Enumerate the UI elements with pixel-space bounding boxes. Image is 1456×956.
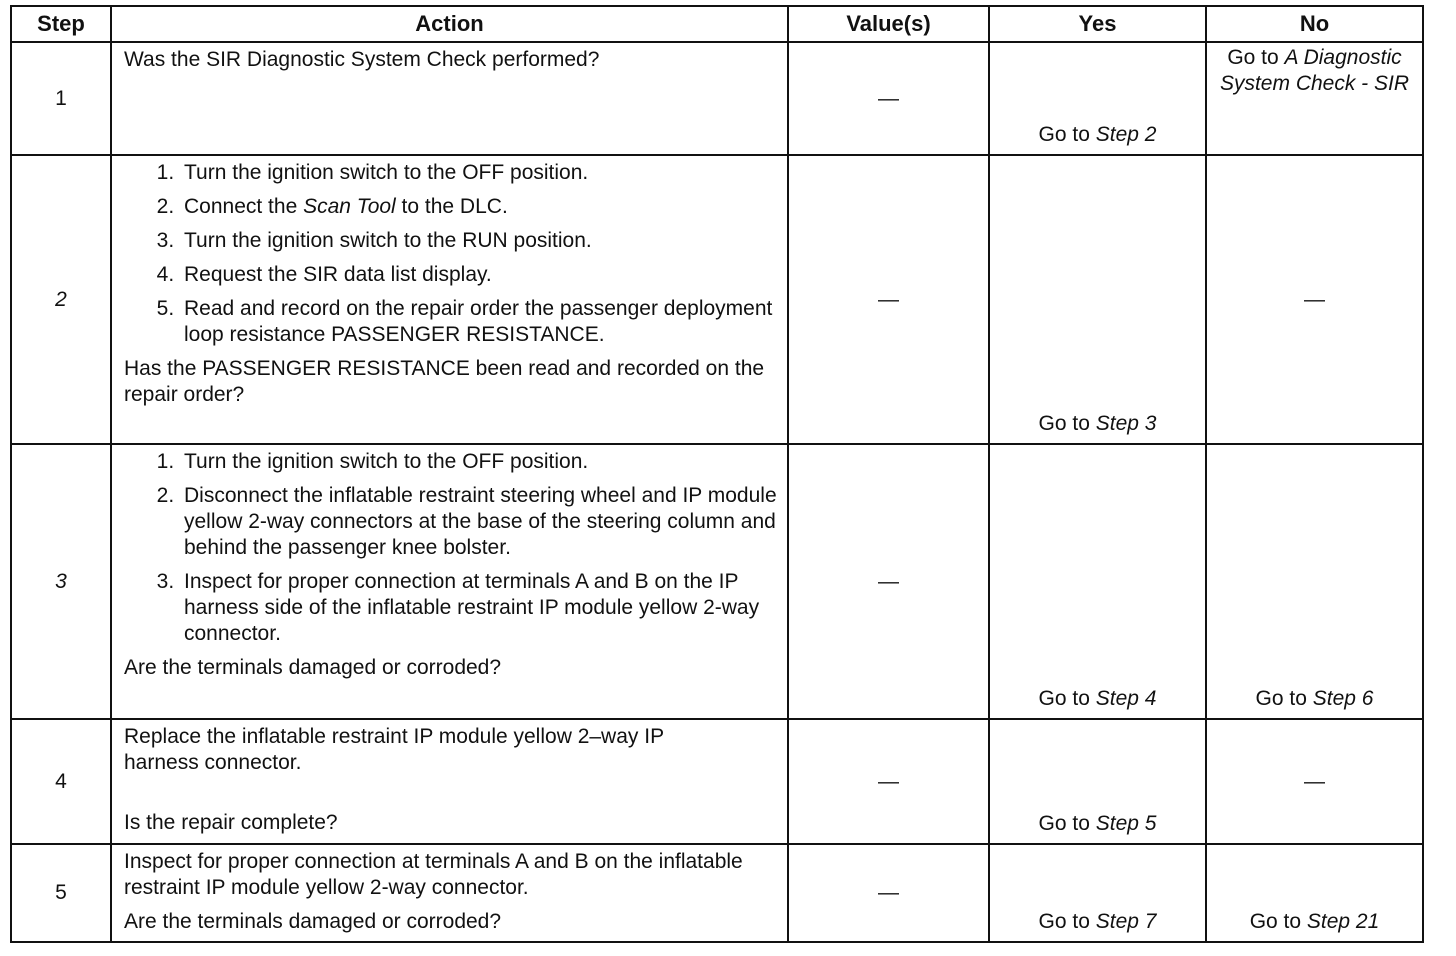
- step-number: 5: [11, 844, 111, 942]
- action-cell: [111, 155, 788, 444]
- value-cell: —: [788, 155, 989, 444]
- yes-step-link[interactable]: Step 4: [1095, 687, 1157, 710]
- yes-step-link[interactable]: Step 3: [1095, 412, 1157, 435]
- value-cell: —: [788, 719, 989, 844]
- no-prefix: Go to: [1249, 910, 1307, 933]
- action-question: Is the repair complete?: [124, 811, 338, 834]
- header-yes: Yes: [989, 6, 1206, 42]
- header-step: Step: [11, 6, 111, 42]
- step-number: 4: [11, 719, 111, 844]
- no-prefix: Go to: [1255, 687, 1313, 710]
- action-question: Has the PASSENGER RESISTANCE been read and recorded on the repair order?: [124, 357, 765, 406]
- step-number: 3: [11, 444, 111, 719]
- table-row-step-5: [11, 844, 1423, 942]
- header-no: No: [1206, 6, 1423, 42]
- yes-step-link[interactable]: Step 2: [1095, 123, 1157, 146]
- header-action: Action: [111, 6, 788, 42]
- table-row-step-1: [11, 42, 1423, 155]
- action-cell: [111, 719, 788, 844]
- action-statement: Replace the inflatable restraint IP module yellow 2–way IP harness connector.: [124, 725, 664, 774]
- list-item: 1. Turn the ignition switch to the OFF position.: [180, 160, 777, 186]
- no-cell: [1206, 844, 1423, 942]
- yes-prefix: Go to: [1038, 910, 1096, 933]
- scan-tool-term: Scan Tool: [303, 195, 396, 218]
- procedure-list: [124, 160, 777, 348]
- action-cell: [111, 844, 788, 942]
- list-item: 4. Request the SIR data list display.: [180, 262, 777, 288]
- procedure-list: [124, 449, 777, 647]
- yes-prefix: Go to: [1038, 412, 1096, 435]
- no-step-link[interactable]: A Diagnostic System Check - SIR: [1219, 46, 1410, 95]
- no-cell: [1206, 42, 1423, 155]
- no-step-link[interactable]: Step 6: [1312, 687, 1374, 710]
- no-step-link[interactable]: Step 21: [1306, 910, 1380, 933]
- value-cell: —: [788, 844, 989, 942]
- yes-cell: [989, 844, 1206, 942]
- diagnostic-table: [10, 5, 1424, 943]
- yes-prefix: Go to: [1038, 812, 1096, 835]
- yes-prefix: Go to: [1038, 687, 1096, 710]
- yes-step-link[interactable]: Step 7: [1095, 910, 1157, 933]
- yes-step-link[interactable]: Step 5: [1095, 812, 1157, 835]
- no-cell: —: [1206, 719, 1423, 844]
- step-number: 1: [11, 42, 111, 155]
- list-item: 2. Connect the Scan Tool to the DLC.: [180, 194, 777, 220]
- table-row-step-3: [11, 444, 1423, 719]
- header-row: [11, 6, 1423, 42]
- action-question: Are the terminals damaged or corroded?: [124, 656, 502, 679]
- action-question: Was the SIR Diagnostic System Check performed?: [124, 48, 600, 71]
- action-question: Are the terminals damaged or corroded?: [124, 910, 502, 933]
- yes-cell: [989, 155, 1206, 444]
- table-row-step-4: [11, 719, 1423, 844]
- list-item: 5. Read and record on the repair order the passenger deployment loop resistance PASSENGER RESISTANCE.: [180, 296, 777, 348]
- list-item: 1. Turn the ignition switch to the OFF position.: [180, 449, 777, 475]
- no-prefix: Go to: [1227, 46, 1285, 69]
- list-item: 2. Disconnect the inflatable restraint steering wheel and IP module yellow 2-way connectors at the base of the steering column and behind the passenger knee bolster.: [180, 483, 777, 561]
- step-number: 2: [11, 155, 111, 444]
- yes-cell: [989, 444, 1206, 719]
- action-cell: [111, 42, 788, 155]
- yes-cell: [989, 42, 1206, 155]
- yes-prefix: Go to: [1038, 123, 1096, 146]
- list-item: 3. Turn the ignition switch to the RUN position.: [180, 228, 777, 254]
- yes-cell: [989, 719, 1206, 844]
- no-cell: [1206, 444, 1423, 719]
- table-row-step-2: [11, 155, 1423, 444]
- list-item: 3. Inspect for proper connection at terminals A and B on the IP harness side of the inflatable restraint IP module yellow 2-way connector.: [180, 569, 777, 647]
- header-values: Value(s): [788, 6, 989, 42]
- value-cell: —: [788, 444, 989, 719]
- action-statement: Inspect for proper connection at terminals A and B on the inflatable restraint IP module yellow 2-way connector.: [124, 850, 743, 899]
- action-cell: [111, 444, 788, 719]
- value-cell: —: [788, 42, 989, 155]
- no-cell: —: [1206, 155, 1423, 444]
